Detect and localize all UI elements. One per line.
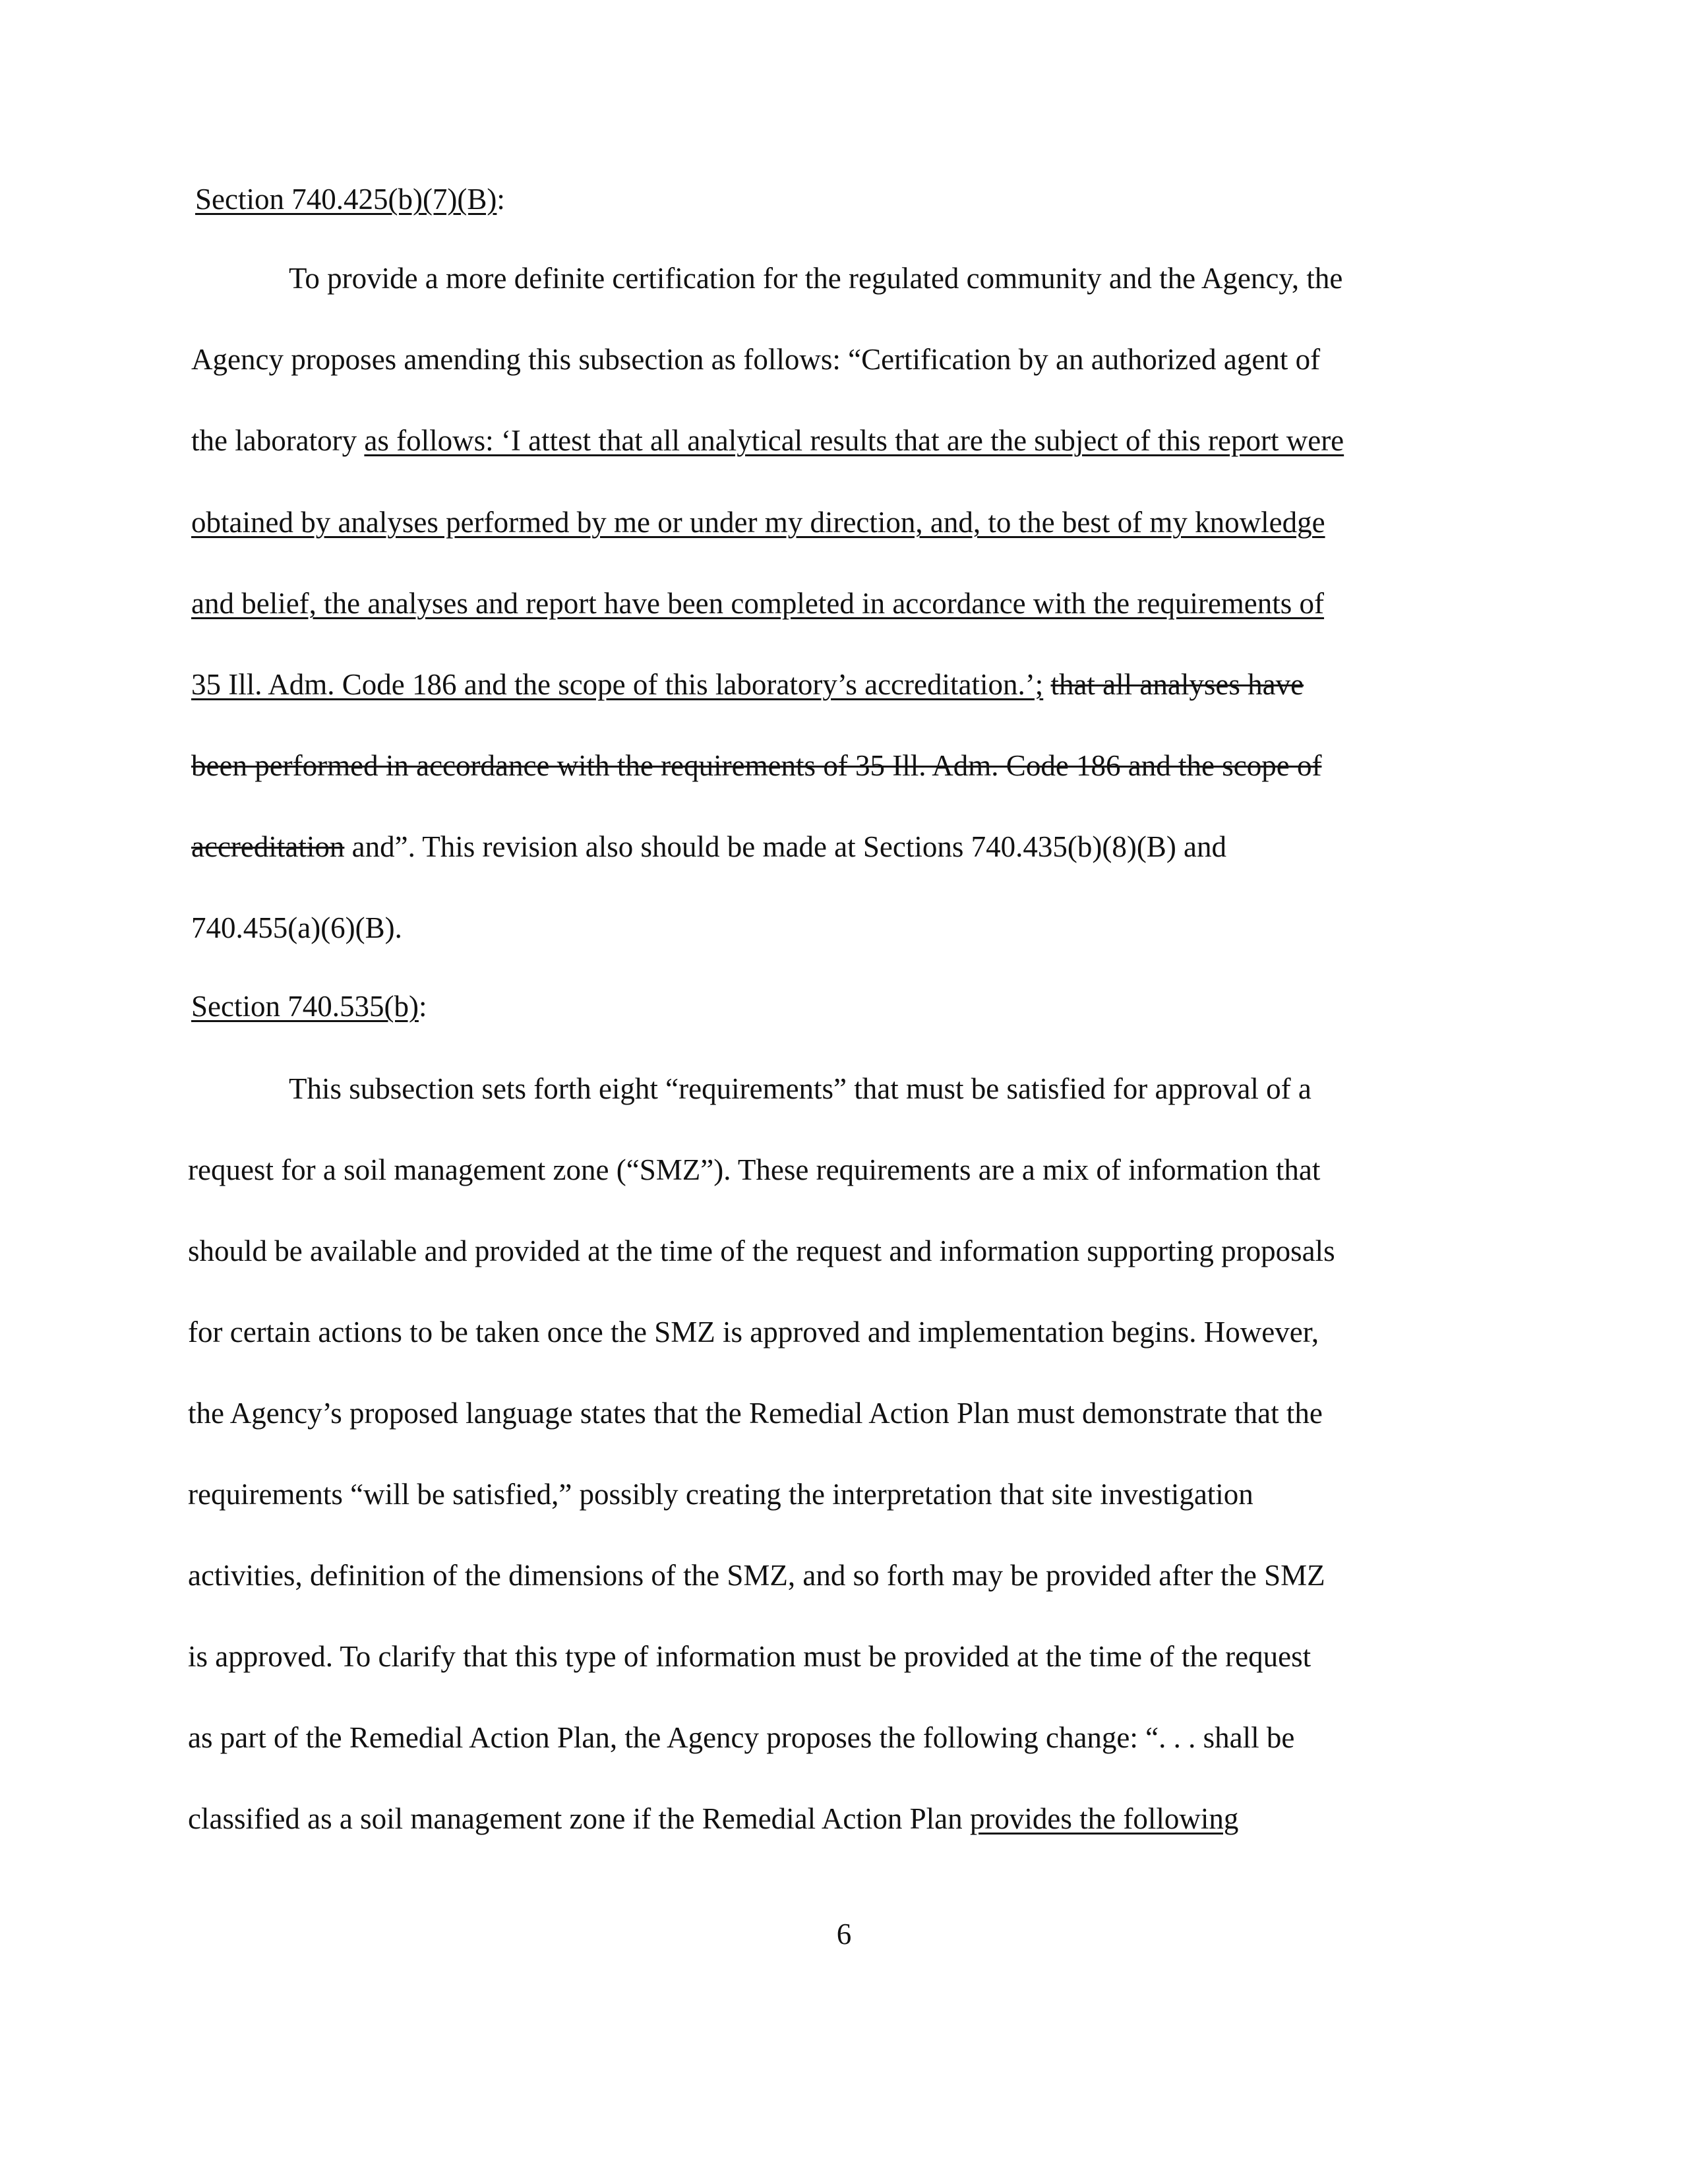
para1-line-6 xyxy=(191,667,1304,702)
para2-line-10 xyxy=(188,1802,1238,1836)
para1-line-6-space xyxy=(1043,668,1050,701)
para1-line-3-insertion: as follows: ‘I attest that all analytical results that are the subject of this report were xyxy=(364,424,1344,457)
para2-line-6: requirements “will be satisfied,” possibly creating the interpretation that site investigation xyxy=(188,1478,1253,1511)
para2-line-2: request for a soil management zone (“SMZ”). These requirements are a mix of information that xyxy=(188,1153,1321,1186)
para1-line-4-insertion: obtained by analyses performed by me or under my direction, and, to the best of my knowledge xyxy=(191,506,1325,539)
para1-line-6-deletion: that all analyses have xyxy=(1050,668,1304,701)
para1-line-1: To provide a more definite certification for the regulated community and the Agency, the xyxy=(289,262,1343,295)
para1-line-3 xyxy=(191,423,1344,458)
para1-line-8-plain: and”. This revision also should be made at Sections 740.435(b)(8)(B) and xyxy=(344,830,1227,863)
para1-line-7-deletion: been performed in accordance with the requirements of 35 Ill. Adm. Code 186 and the scope of xyxy=(191,749,1322,782)
para2-line-8: is approved. To clarify that this type of information must be provided at the time of the request xyxy=(188,1640,1311,1673)
section-heading-colon: : xyxy=(497,183,505,216)
para1-line-6-insertion: 35 Ill. Adm. Code 186 and the scope of this laboratory’s accreditation.’; xyxy=(191,668,1044,701)
para1-line-2: Agency proposes amending this subsection as follows: “Certification by an authorized agent of xyxy=(191,343,1321,376)
para2-line-4: for certain actions to be taken once the SMZ is approved and implementation begins. However, xyxy=(188,1316,1319,1349)
para2-line-7: activities, definition of the dimensions of the SMZ, and so forth may be provided after the SMZ xyxy=(188,1559,1325,1592)
para1-line-9: 740.455(a)(6)(B). xyxy=(191,911,402,944)
para1-line-8 xyxy=(191,830,1226,864)
para2-line-10-plain: classified as a soil management zone if the Remedial Action Plan xyxy=(188,1802,970,1835)
para1-line-5-insertion: and belief, the analyses and report have been completed in accordance with the requirements of xyxy=(191,587,1325,620)
para2-line-9: as part of the Remedial Action Plan, the Agency proposes the following change: “. . . shall be xyxy=(188,1721,1295,1754)
para1-line-3-plain: the laboratory xyxy=(191,424,365,457)
para1-line-8-deletion: accreditation xyxy=(191,830,345,863)
para2-line-1: This subsection sets forth eight “requirements” that must be satisfied for approval of a xyxy=(289,1072,1311,1105)
para2-line-5: the Agency’s proposed language states that the Remedial Action Plan must demonstrate that the xyxy=(188,1397,1323,1430)
para2-line-10-insertion: provides the following xyxy=(969,1802,1239,1835)
section-heading-colon: : xyxy=(418,990,427,1023)
section-heading-740-535 xyxy=(191,989,427,1023)
section-heading-text: Section 740.535(b) xyxy=(191,990,419,1023)
section-heading-740-425 xyxy=(195,182,505,216)
section-heading-text: Section 740.425(b)(7)(B) xyxy=(195,183,497,216)
para2-line-3: should be available and provided at the time of the request and information supporting proposals xyxy=(188,1234,1335,1267)
page-number: 6 xyxy=(836,1918,852,1951)
